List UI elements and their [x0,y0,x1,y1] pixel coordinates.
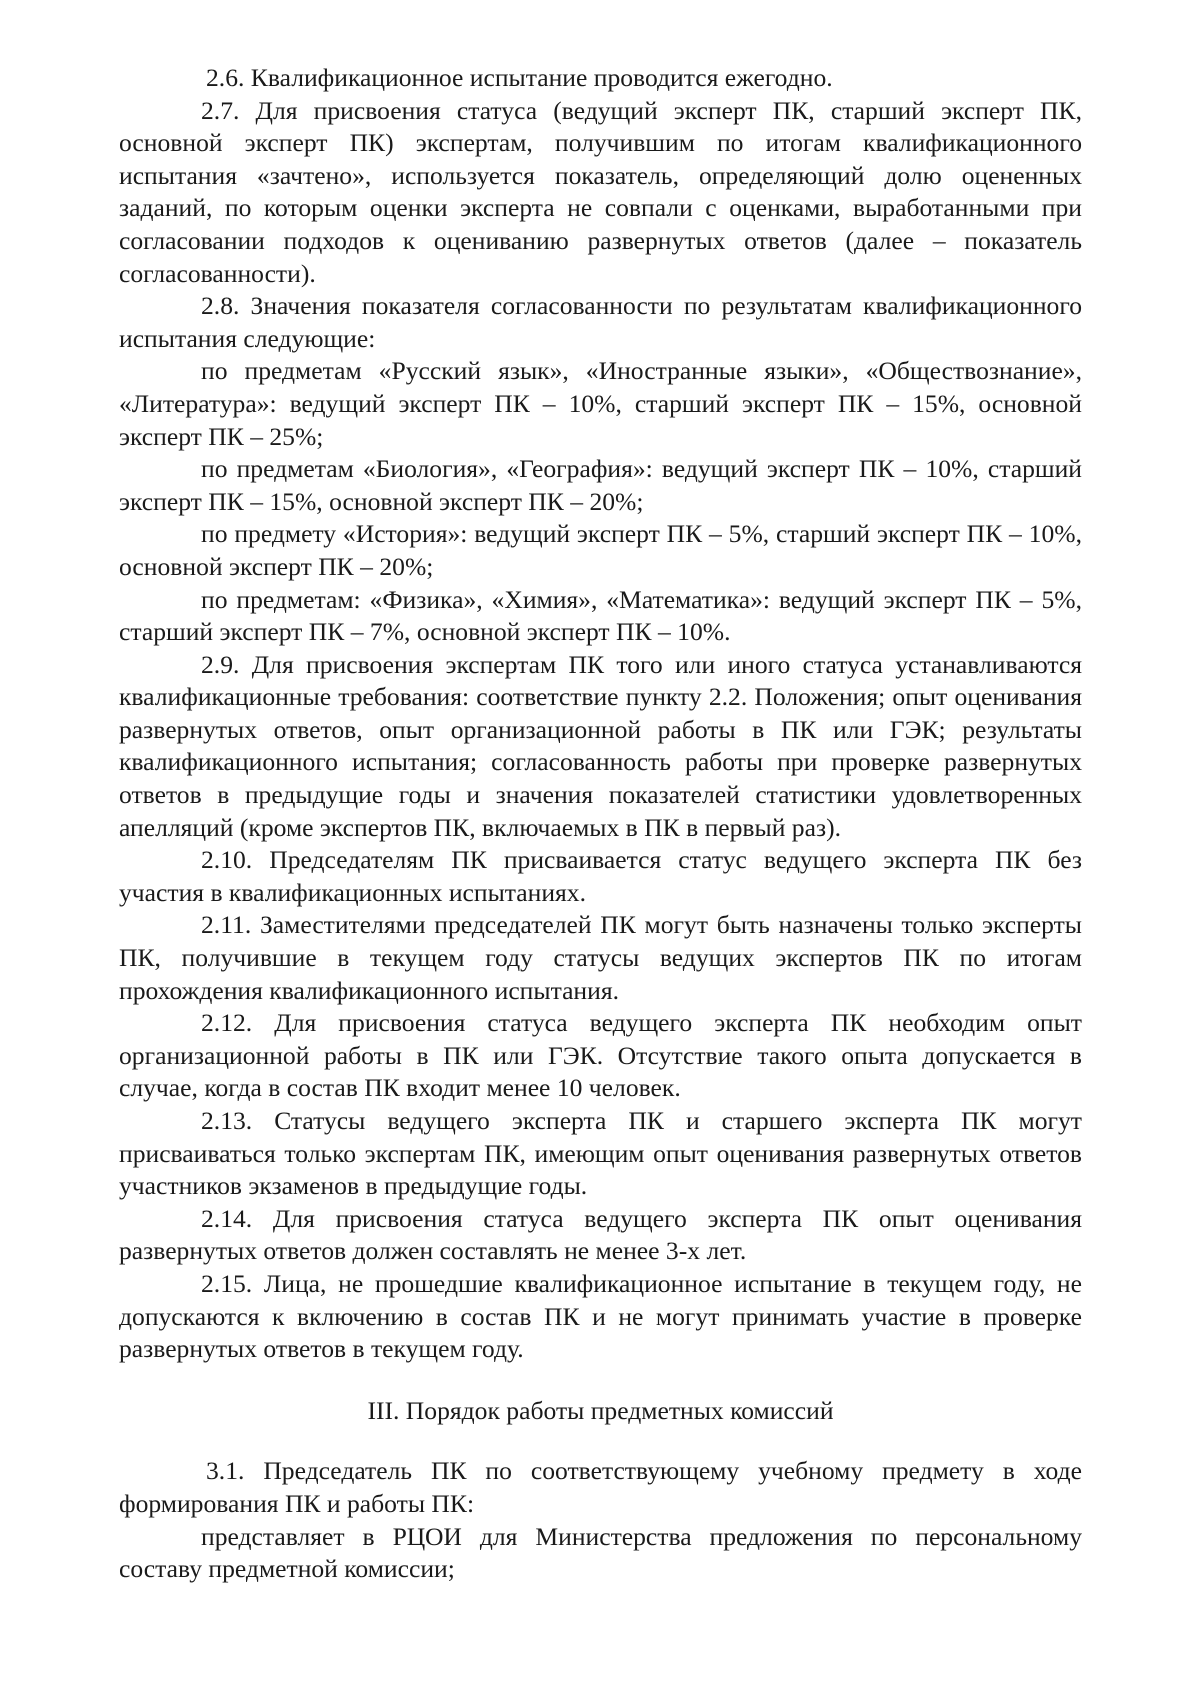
paragraph-2-8: 2.8. Значения показателя согласованности по результатам квалификационного испытания следующие: [119,291,1082,353]
paragraph-2-9: 2.9. Для присвоения экспертам ПК того или иного статуса устанавливаются квалификационные требования: соответствие пункту 2.2. Положения; опыт оценивания развернутых ответов, опыт организационной работы в ПК или ГЭК; результаты квалификационного испытания; согласованность работы при проверке развернутых ответов в предыдущие годы и значения показателей статистики удовлетворенных апелляций (кроме экспертов ПК, включаемых в ПК в первый раз). [119,649,1082,842]
paragraph-2-13: 2.13. Статусы ведущего эксперта ПК и старшего эксперта ПК могут присваиваться только экспертам ПК, имеющим опыт оценивания развернутых ответов участников экзаменов в предыдущие годы. [119,1106,1082,1201]
paragraph-3-1: 3.1. Председатель ПК по соответствующему учебному предмету в ходе формирования ПК и работы ПК: [119,1456,1082,1518]
paragraph-2-8-biology-group: по предметам «Биология», «География»: ведущий эксперт ПК – 10%, старший эксперт ПК – 15%, основной эксперт ПК – 20%; [119,454,1082,516]
paragraph-2-15: 2.15. Лица, не прошедшие квалификационное испытание в текущем году, не допускаются к включению в состав ПК и не могут принимать участие в проверке развернутых ответов в текущем году. [119,1268,1082,1364]
paragraph-2-14: 2.14. Для присвоения статуса ведущего эксперта ПК опыт оценивания развернутых ответов должен составлять не менее 3-х лет. [119,1203,1082,1266]
paragraph-3-1-item: представляет в РЦОИ для Министерства предложения по персональному составу предметной комиссии; [119,1521,1082,1584]
paragraph-2-11: 2.11. Заместителями председателей ПК могут быть назначены только эксперты ПК, получившие в текущем году статусы ведущих экспертов ПК по итогам прохождения квалификационного испытания. [119,910,1082,1005]
paragraph-2-6: 2.6. Квалификационное испытание проводится ежегодно. [206,63,833,92]
paragraph-2-8-history: по предмету «История»: ведущий эксперт ПК – 5%, старший эксперт ПК – 10%, основной эксперт ПК – 20%; [119,519,1082,581]
document-page [119,62,1082,1586]
paragraph-2-7: 2.7. Для присвоения статуса (ведущий эксперт ПК, старший эксперт ПК, основной эксперт ПК) экспертам, получившим по итогам квалификационного испытания «зачтено», используется показатель, определяющий долю оцененных заданий, по которым оценки эксперта не совпали с оценками, выработанными при согласовании подходов к оцениванию развернутых ответов (далее – показатель согласованности). [119,95,1082,288]
paragraph-2-10: 2.10. Председателям ПК присваивается статус ведущего эксперта ПК без участия в квалификационных испытаниях. [119,845,1082,907]
paragraph-2-12: 2.12. Для присвоения статуса ведущего эксперта ПК необходим опыт организационной работы в ПК или ГЭК. Отсутствие такого опыта допускается в случае, когда в состав ПК входит менее 10 человек. [119,1008,1082,1103]
paragraph-2-8-russian-group: по предметам «Русский язык», «Иностранные языки», «Обществознание», «Литература»: ведущий эксперт ПК – 10%, старший эксперт ПК – 15%, основной эксперт ПК – 25%; [119,356,1082,451]
paragraph-2-8-physics-group: по предметам: «Физика», «Химия», «Математика»: ведущий эксперт ПК – 5%, старший эксперт ПК – 7%, основной эксперт ПК – 10%. [119,584,1082,647]
section-heading: III. Порядок работы предметных комиссий [367,1395,834,1425]
